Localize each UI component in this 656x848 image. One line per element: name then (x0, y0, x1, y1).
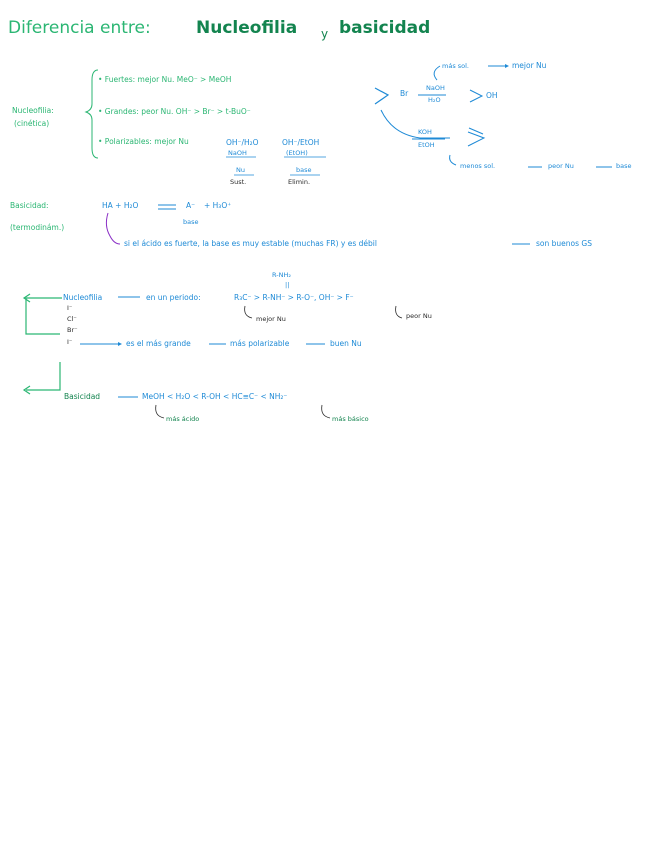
trend-nucleofilia-series: R₃C⁻ > R-NH⁻ > R-O⁻, OH⁻ > F⁻ (234, 293, 354, 302)
scheme-bottom-mid: peor Nu (548, 162, 574, 170)
scheme-bottom-label: menos sol. (460, 162, 496, 170)
equation-product: A⁻ (186, 201, 196, 210)
equation-product-note: base (183, 218, 199, 226)
mejor-nu-note: mejor Nu (256, 315, 286, 323)
title-conj: y (321, 27, 329, 41)
trend-basicidad-series: MeOH < H₂O < R-OH < HC≡C⁻ < NH₂⁻ (142, 392, 288, 401)
peor-nu-note: peor Nu (406, 312, 432, 320)
title-term2: basicidad (339, 18, 431, 38)
basicidad-label: Basicidad: (10, 201, 49, 210)
halide-1: I⁻ (67, 304, 73, 312)
scheme-upper-reagent-top: NaOH (426, 84, 445, 92)
nucleofilia-item-3: • Polarizables: mejor Nu (98, 137, 189, 146)
reaction-right-reagent: OH⁻/EtOH (282, 138, 320, 147)
alkyl-chain-icon (375, 88, 388, 104)
brace-icon (86, 70, 98, 158)
reaction-left-reagent: OH⁻/H₂O (226, 138, 259, 147)
equation-left: HA + H₂O (102, 201, 139, 210)
trend-nucleofilia-text: en un periodo: (146, 293, 201, 302)
hook-arrow-icon (106, 213, 120, 244)
basicidad-note: si el ácido es fuerte, la base es muy estable (muchas FR) y es débil (124, 239, 377, 248)
halide-3: Br⁻ (67, 326, 78, 334)
reaction-right-cond: (EtOH) (286, 149, 308, 157)
reaction-left-kind: Nu (236, 166, 245, 174)
trend-polar-text2: más polarizable (230, 339, 290, 348)
equation-right: + H₃O⁺ (204, 201, 232, 210)
reaction-left-cond: NaOH (228, 149, 247, 157)
trend-nucleofilia-label: Nucleofilia (63, 293, 103, 302)
trend-polar-text: es el más grande (126, 339, 191, 348)
scheme-top-result: mejor Nu (512, 61, 547, 70)
halide-4: I⁻ (67, 338, 73, 346)
mas-acido-note: más ácido (166, 415, 200, 423)
above-series: R-NH₂ (272, 271, 291, 279)
nucleofilia-label: Nucleofilia: (12, 106, 54, 115)
scheme-top-label: más sol. (442, 62, 470, 70)
title-term1: Nucleofilia (196, 18, 298, 38)
nucleofilia-item-2: • Grandes: peor Nu. OH⁻ > Br⁻ > t-BuO⁻ (98, 107, 251, 116)
nucleofilia-sublabel: (cinética) (14, 119, 50, 128)
mas-basico-note: más básico (332, 415, 369, 423)
title-prefix: Diferencia entre: (8, 18, 151, 38)
trend-basicidad-label: Basicidad (64, 392, 101, 401)
reaction-left-result: Sust. (230, 178, 247, 186)
scheme-lower-reagent-top: KOH (418, 128, 432, 136)
scheme-leaving-group: Br (400, 89, 409, 98)
nucleofilia-item-1: • Fuertes: mejor Nu. MeO⁻ > MeOH (98, 75, 232, 84)
trend-polar-result: buen Nu (330, 339, 362, 348)
scheme-lower-reagent-bottom: EtOH (418, 141, 435, 149)
scheme-upper-product: OH (486, 91, 498, 100)
basicidad-note-result: son buenos GS (536, 239, 592, 248)
reaction-right-kind: base (296, 166, 312, 174)
reaction-right-result: Elimin. (288, 178, 311, 186)
halide-2: Cl⁻ (67, 315, 77, 323)
basicidad-sublabel: (termodinám.) (10, 223, 65, 232)
scheme-bottom-result: base (616, 162, 632, 170)
above-bar: || (285, 281, 290, 289)
scheme-upper-reagent-bottom: H₂O (428, 96, 441, 104)
